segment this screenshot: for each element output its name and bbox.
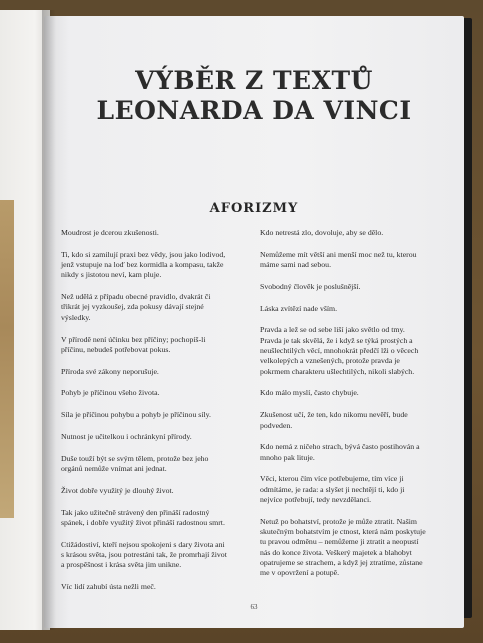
aphorism: Víc lidí zahubí ústa nežli meč. [61,582,156,592]
aphorism: Pohyb je příčinou všeho života. [61,388,160,398]
aphorism: Než udělá z případu obecné pravidlo, dvakrát či třikrát jej vyzkoušej, zda pokusy dávají stejné výsledky. [61,292,211,322]
aphorism: Ti, kdo si zamilují praxi bez vědy, jsou jako lodivod, jenž vstupuje na loď bez kormidla a kompasu, takže nikdy s jistotou neví, kam pluje. [61,249,226,280]
aphorism: Kdo netrestá zlo, dovoluje, aby se dělo. [260,228,384,237]
left-page-illustration [0,200,14,518]
aphorism: Pravda a lež se od sebe liší jako světlo od tmy. Pravda je tak skvělá, že i když se týká prostých a neušlechtilých věcí, mnohokrát předčí lži o věcech velkolepých a vznešených, protože pravda je pokrmem charakteru ušlechtilých, nikoli slabých. [260,325,419,376]
book-page [44,16,464,628]
aphorism: Život dobře využitý je dlouhý život. [61,485,174,495]
page-title-line1: VÝBĚR Z TEXTŮ [135,66,373,95]
aphorism: V přírodě není účinku bez příčiny; pochopíš-li příčinu, nebudeš potřebovat pokus. [61,334,206,354]
aphorism: Moudrost je dcerou zkušenosti. [61,228,159,237]
aphorism: Nutnost je učitelkou i ochránkyní přírody. [61,432,192,442]
aphorism: Ctižádostiví, kteří nejsou spokojeni s dary života ani s krásou světa, jsou potrestáni tak, že promrhají život a prospěšnost i krása světa jim unikne. [61,539,227,570]
aphorism: Duše touží být se svým tělem, protože bez jeho orgánů nemůže vnímat ani jednat. [61,453,209,474]
right-column [260,228,428,590]
aphorism: Síla je příčinou pohybu a pohyb je příčinou síly. [61,410,211,420]
aphorism: Věci, kterou čím více potřebujeme, tím více ji odmítáme, je rada: a slyšet ji nechtějí ti, kdo ji nejvíce potřebují, tedy nevzdělanci. [260,474,405,505]
spine-shadow [42,10,56,630]
aphorism: Nemůžeme mít větší ani menší moc než tu, kterou máme sami nad sebou. [260,249,417,270]
aphorism: Tak jako užitečně strávený den přináší radostný spánek, i dobře využitý život přináší radostnou smrt. [61,507,225,528]
left-column [61,228,229,604]
aphorism: Zkušenost učí, že ten, kdo nikomu nevěří, bude podveden. [260,410,408,430]
aphorism: Příroda své zákony neporušuje. [61,366,159,376]
section-heading: AFORIZMY [209,201,299,216]
page-title-line2: LEONARDA DA VINCI [96,96,412,125]
aphorism: Kdo nemá z ničeho strach, bývá často postihován a mnoho pak lituje. [260,442,420,462]
aphorism: Netuž po bohatství, protože je může ztratit. Našim skutečným bohatstvím je ctnost, která nám poskytuje tu pravou odměnu – nemůžeme ji ztratit a neopustí nás do konce života. Veškerý majetek a blahobyt opatrujeme se strachem, a když jej ztratíme, zůstane me v opovržení a potupě. [260,516,426,578]
aphorism: Láska zvítězí nade vším. [260,303,338,313]
aphorism: Kdo málo myslí, často chybuje. [260,388,359,398]
aphorism: Svobodný člověk je poslušnější. [260,281,361,291]
page-number: 63 [250,603,258,611]
